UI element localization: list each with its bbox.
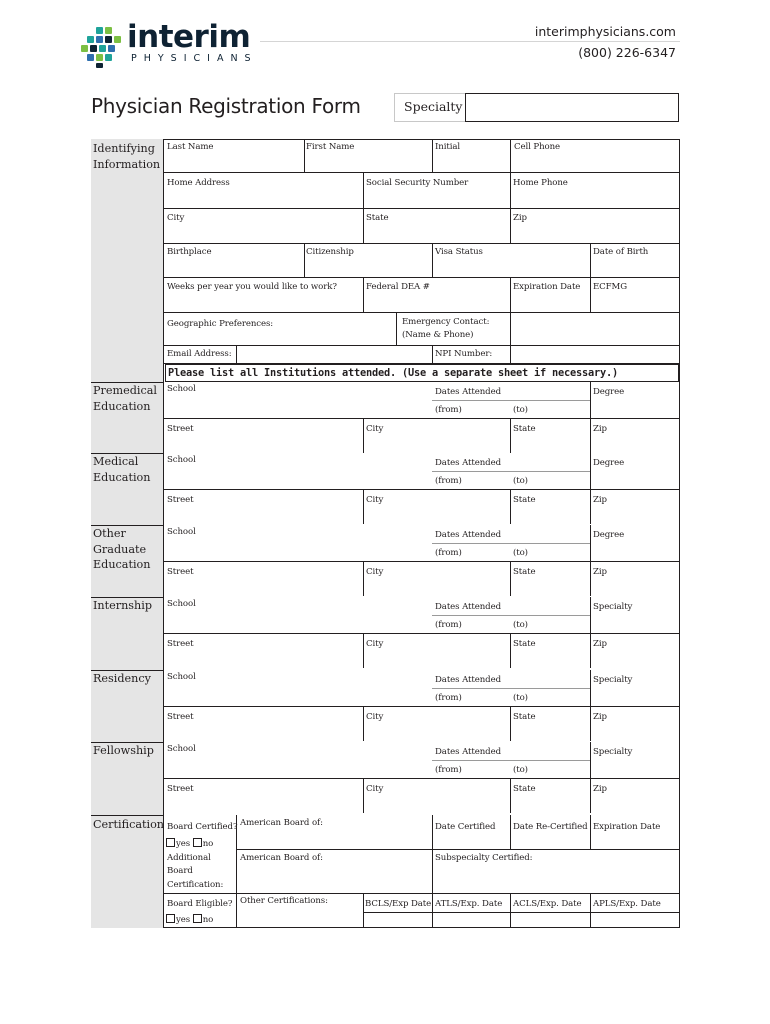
other-certifications-field[interactable]: Other Certifications:: [240, 896, 328, 906]
fellowship-city-field[interactable]: City: [366, 784, 384, 794]
date-certified-field[interactable]: Date Certified: [435, 822, 496, 832]
section-premedical: Premedical Education: [93, 384, 157, 413]
apls-field[interactable]: APLS/Exp. Date: [593, 899, 661, 909]
page-title: Physician Registration Form: [91, 94, 361, 118]
internship-city-field[interactable]: City: [366, 639, 384, 649]
medical-city-field[interactable]: City: [366, 495, 384, 505]
board-certified-no-checkbox[interactable]: [193, 838, 202, 847]
premedical-dates-attended-label: Dates Attended: [435, 387, 501, 397]
additional-board-label-3: Certification:: [167, 880, 224, 890]
internship-street-field[interactable]: Street: [167, 639, 194, 649]
residency-from-field[interactable]: (from): [435, 693, 462, 703]
bcls-field[interactable]: BCLS/Exp Date: [365, 899, 432, 909]
medical-school-field[interactable]: School: [167, 455, 196, 465]
zip-field[interactable]: Zip: [513, 213, 527, 223]
section-fellowship: Fellowship: [93, 744, 154, 757]
birthplace-field[interactable]: Birthplace: [167, 247, 212, 257]
additional-board-label-2: Board: [167, 866, 193, 876]
board-eligible-label: Board Eligible?: [167, 899, 233, 909]
other-graduate-city-field[interactable]: City: [366, 567, 384, 577]
geographic-preferences-field[interactable]: Geographic Preferences:: [167, 319, 274, 329]
fellowship-state-field[interactable]: State: [513, 784, 536, 794]
other-graduate-dates-attended-label: Dates Attended: [435, 530, 501, 540]
company-logo: [81, 19, 258, 66]
no-label: no: [202, 839, 214, 849]
american-board-field[interactable]: American Board of:: [240, 818, 323, 828]
first-name-field[interactable]: First Name: [306, 142, 355, 152]
city-field[interactable]: City: [167, 213, 185, 223]
internship-zip-field[interactable]: Zip: [593, 639, 607, 649]
medical-state-field[interactable]: State: [513, 495, 536, 505]
residency-school-field[interactable]: School: [167, 672, 196, 682]
residency-dates-attended-label: Dates Attended: [435, 675, 501, 685]
board-eligible-yes-checkbox[interactable]: [166, 914, 175, 923]
phone-text: (800) 226-6347: [578, 45, 676, 60]
emergency-contact-sub: (Name & Phone): [402, 330, 474, 340]
cert-expiration-field[interactable]: Expiration Date: [593, 822, 661, 832]
date-recertified-field[interactable]: Date Re-Certified: [513, 822, 588, 832]
fellowship-dates-attended-label: Dates Attended: [435, 747, 501, 757]
subspecialty-certified-field[interactable]: Subspecialty Certified:: [435, 853, 533, 863]
premedical-school-field[interactable]: School: [167, 384, 196, 394]
board-certified-yes-checkbox[interactable]: [166, 838, 175, 847]
medical-zip-field[interactable]: Zip: [593, 495, 607, 505]
section-certification: Certification: [93, 818, 165, 831]
section-other-graduate: Other Graduate Education: [93, 527, 151, 571]
institutions-banner: Please list all Institutions attended. (Use a separate sheet if necessary.): [165, 364, 679, 382]
home-address-field[interactable]: Home Address: [167, 178, 230, 188]
section-internship: Internship: [93, 599, 152, 612]
residency-state-field[interactable]: State: [513, 712, 536, 722]
specialty-input[interactable]: [465, 93, 679, 122]
ssn-field[interactable]: Social Security Number: [366, 178, 469, 188]
npi-number-field[interactable]: NPI Number:: [435, 349, 493, 359]
section-identifying: Identifying Information: [93, 142, 161, 171]
yes-label: yes: [176, 915, 191, 925]
residency-to-field[interactable]: (to): [513, 693, 528, 703]
section-medical: Medical Education: [93, 455, 151, 484]
fellowship-zip-field[interactable]: Zip: [593, 784, 607, 794]
medical-degree-field[interactable]: Degree: [593, 458, 625, 468]
header-divider: [260, 41, 680, 42]
website-text: interimphysicians.com: [534, 24, 676, 39]
american-board-field-2[interactable]: American Board of:: [240, 853, 323, 863]
initial-field[interactable]: Initial: [435, 142, 461, 152]
medical-dates-attended-label: Dates Attended: [435, 458, 501, 468]
premedical-to-field[interactable]: (to): [513, 405, 528, 415]
internship-state-field[interactable]: State: [513, 639, 536, 649]
medical-street-field[interactable]: Street: [167, 495, 194, 505]
fellowship-street-field[interactable]: Street: [167, 784, 194, 794]
citizenship-field[interactable]: Citizenship: [306, 247, 354, 257]
additional-board-label: Additional: [167, 853, 211, 863]
residency-city-field[interactable]: City: [366, 712, 384, 722]
expiration-date-field[interactable]: Expiration Date: [513, 282, 581, 292]
premedical-degree-field[interactable]: Degree: [593, 387, 625, 397]
board-eligible-no-checkbox[interactable]: [193, 914, 202, 923]
board-eligible-options: [166, 914, 213, 927]
other-graduate-street-field[interactable]: Street: [167, 567, 194, 577]
fellowship-school-field[interactable]: School: [167, 744, 196, 754]
specialty-label: Specialty: [404, 99, 463, 114]
internship-from-field[interactable]: (from): [435, 620, 462, 630]
other-graduate-to-field[interactable]: (to): [513, 548, 528, 558]
premedical-state-field[interactable]: State: [513, 424, 536, 434]
state-field[interactable]: State: [366, 213, 389, 223]
medical-to-field[interactable]: (to): [513, 476, 528, 486]
premedical-street-field[interactable]: Street: [167, 424, 194, 434]
home-phone-field[interactable]: Home Phone: [513, 178, 568, 188]
other-graduate-zip-field[interactable]: Zip: [593, 567, 607, 577]
ecfmg-field[interactable]: ECFMG: [593, 282, 627, 292]
yes-label: yes: [176, 839, 191, 849]
premedical-from-field[interactable]: (from): [435, 405, 462, 415]
premedical-city-field[interactable]: City: [366, 424, 384, 434]
residency-specialty-field[interactable]: Specialty: [593, 675, 633, 685]
medical-from-field[interactable]: (from): [435, 476, 462, 486]
internship-school-field[interactable]: School: [167, 599, 196, 609]
no-label: no: [202, 915, 214, 925]
residency-street-field[interactable]: Street: [167, 712, 194, 722]
atls-field[interactable]: ATLS/Exp. Date: [435, 899, 503, 909]
other-graduate-from-field[interactable]: (from): [435, 548, 462, 558]
other-graduate-degree-field[interactable]: Degree: [593, 530, 625, 540]
fellowship-specialty-field[interactable]: Specialty: [593, 747, 633, 757]
internship-to-field[interactable]: (to): [513, 620, 528, 630]
logo-wordmark: interim: [127, 19, 251, 55]
internship-specialty-field[interactable]: Specialty: [593, 602, 633, 612]
premedical-zip-field[interactable]: Zip: [593, 424, 607, 434]
email-address-field[interactable]: Email Address:: [167, 349, 232, 359]
other-graduate-school-field[interactable]: School: [167, 527, 196, 537]
board-certified-label: Board Certified?: [167, 822, 238, 832]
fellowship-to-field[interactable]: (to): [513, 765, 528, 775]
last-name-field[interactable]: Last Name: [167, 142, 214, 152]
federal-dea-field[interactable]: Federal DEA #: [366, 282, 430, 292]
logo-mark-icon: [81, 27, 119, 65]
weeks-per-year-field[interactable]: Weeks per year you would like to work?: [167, 282, 337, 292]
acls-field[interactable]: ACLS/Exp. Date: [513, 899, 582, 909]
logo-subtitle: PHYSICIANS: [131, 53, 258, 64]
visa-status-field[interactable]: Visa Status: [435, 247, 483, 257]
emergency-contact-field[interactable]: Emergency Contact:: [402, 317, 490, 327]
fellowship-from-field[interactable]: (from): [435, 765, 462, 775]
date-of-birth-field[interactable]: Date of Birth: [593, 247, 649, 257]
other-graduate-state-field[interactable]: State: [513, 567, 536, 577]
board-certified-options: [166, 838, 213, 851]
section-residency: Residency: [93, 672, 151, 685]
cell-phone-field[interactable]: Cell Phone: [514, 142, 561, 152]
residency-zip-field[interactable]: Zip: [593, 712, 607, 722]
internship-dates-attended-label: Dates Attended: [435, 602, 501, 612]
